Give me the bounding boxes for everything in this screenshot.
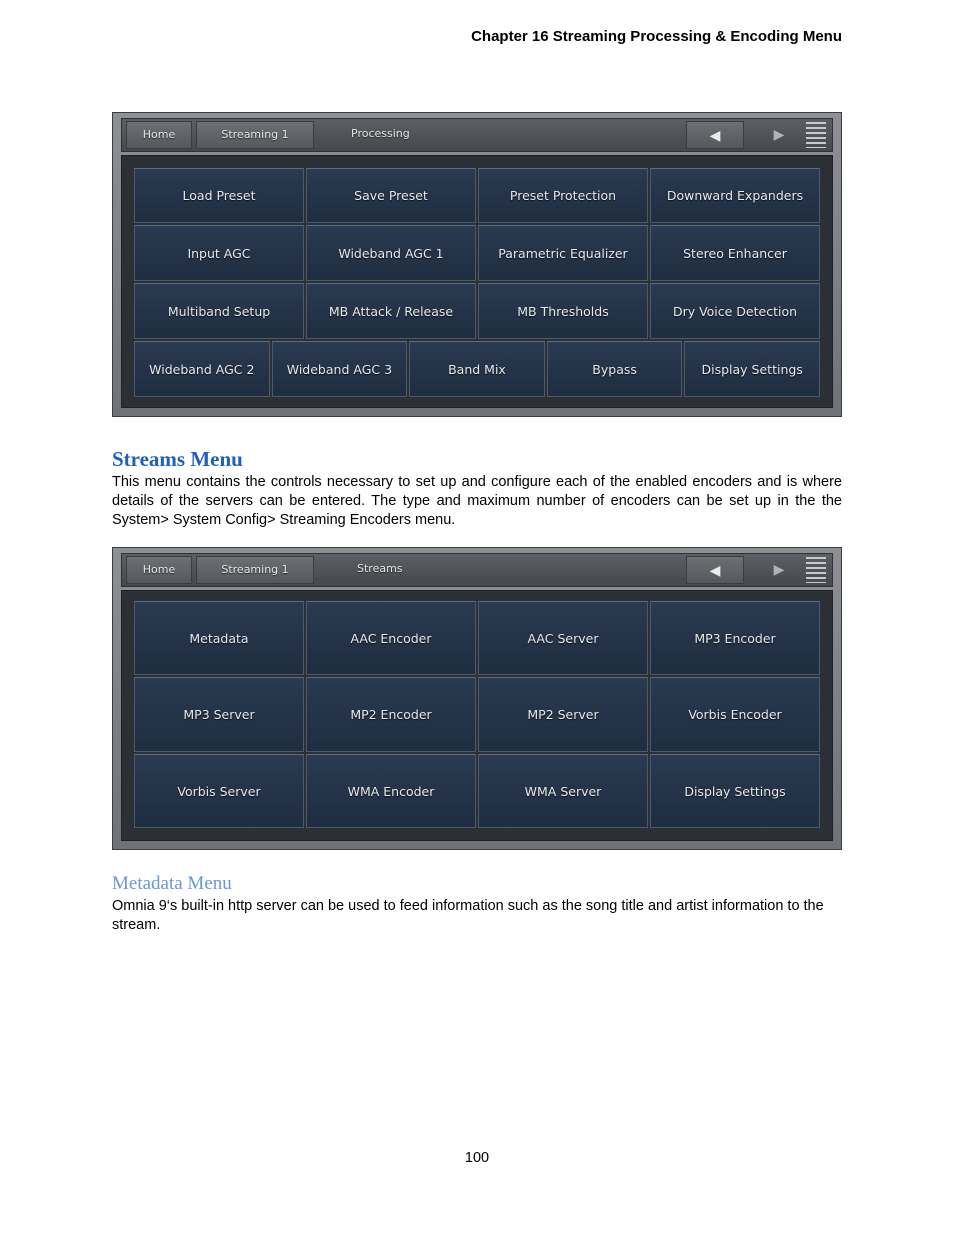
mp3-server-button[interactable]: MP3 Server bbox=[134, 677, 304, 752]
mp2-encoder-button[interactable]: MP2 Encoder bbox=[306, 677, 476, 752]
display-settings-button[interactable]: Display Settings bbox=[684, 341, 820, 397]
home-button[interactable]: Home bbox=[126, 121, 192, 149]
hamburger-menu-icon[interactable] bbox=[806, 557, 826, 583]
parametric-equalizer-button[interactable]: Parametric Equalizer bbox=[478, 225, 648, 281]
mb-attack-release-button[interactable]: MB Attack / Release bbox=[306, 283, 476, 339]
wma-encoder-button[interactable]: WMA Encoder bbox=[306, 754, 476, 828]
chapter-header: Chapter 16 Streaming Processing & Encoding Menu bbox=[471, 28, 842, 45]
vorbis-server-button[interactable]: Vorbis Server bbox=[134, 754, 304, 828]
mp2-server-button[interactable]: MP2 Server bbox=[478, 677, 648, 752]
vorbis-encoder-button[interactable]: Vorbis Encoder bbox=[650, 677, 820, 752]
right-arrow-icon: ▶ bbox=[773, 561, 785, 577]
downward-expanders-button[interactable]: Downward Expanders bbox=[650, 168, 820, 223]
wma-server-button[interactable]: WMA Server bbox=[478, 754, 648, 828]
top-navigation-bar bbox=[121, 118, 833, 152]
button-row bbox=[134, 283, 820, 339]
left-arrow-icon: ◀ bbox=[709, 127, 721, 143]
page-number: 100 bbox=[464, 1150, 490, 1166]
button-row bbox=[134, 168, 820, 223]
dry-voice-detection-button[interactable]: Dry Voice Detection bbox=[650, 283, 820, 339]
save-preset-button[interactable]: Save Preset bbox=[306, 168, 476, 223]
stereo-enhancer-button[interactable]: Stereo Enhancer bbox=[650, 225, 820, 281]
back-button[interactable] bbox=[686, 556, 744, 584]
mp3-encoder-button[interactable]: MP3 Encoder bbox=[650, 601, 820, 675]
metadata-menu-heading: Metadata Menu bbox=[112, 873, 232, 894]
button-row bbox=[134, 754, 820, 828]
preset-protection-button[interactable]: Preset Protection bbox=[478, 168, 648, 223]
top-navigation-bar bbox=[121, 553, 833, 587]
button-row bbox=[134, 225, 820, 281]
button-row bbox=[134, 677, 820, 752]
left-arrow-icon: ◀ bbox=[709, 562, 721, 578]
button-row bbox=[134, 341, 820, 397]
band-mix-button[interactable]: Band Mix bbox=[409, 341, 545, 397]
wideband-agc-1-button[interactable]: Wideband AGC 1 bbox=[306, 225, 476, 281]
load-preset-button[interactable]: Load Preset bbox=[134, 168, 304, 223]
wideband-agc-2-button[interactable]: Wideband AGC 2 bbox=[134, 341, 270, 397]
aac-server-button[interactable]: AAC Server bbox=[478, 601, 648, 675]
forward-button[interactable] bbox=[750, 121, 808, 149]
current-page-label: Streams bbox=[357, 562, 403, 575]
streaming-1-button[interactable]: Streaming 1 bbox=[196, 556, 314, 584]
aac-encoder-button[interactable]: AAC Encoder bbox=[306, 601, 476, 675]
processing-button-grid bbox=[121, 155, 833, 408]
multiband-setup-button[interactable]: Multiband Setup bbox=[134, 283, 304, 339]
display-settings-button[interactable]: Display Settings bbox=[650, 754, 820, 828]
input-agc-button[interactable]: Input AGC bbox=[134, 225, 304, 281]
hamburger-menu-icon[interactable] bbox=[806, 122, 826, 148]
home-button[interactable]: Home bbox=[126, 556, 192, 584]
metadata-button[interactable]: Metadata bbox=[134, 601, 304, 675]
right-arrow-icon: ▶ bbox=[773, 126, 785, 142]
back-button[interactable] bbox=[686, 121, 744, 149]
streaming-1-button[interactable]: Streaming 1 bbox=[196, 121, 314, 149]
metadata-menu-description: Omnia 9‘s built-in http server can be used to feed information such as the song title and artist information to the stream. bbox=[112, 898, 824, 933]
streams-menu-description: This menu contains the controls necessary to set up and configure each of the enabled encoders and is where details of the servers can be entered. The type and maximum number of encoders can be set up in the the System> System Config> Streaming Encoders menu. bbox=[112, 474, 842, 528]
streams-button-grid bbox=[121, 590, 833, 841]
processing-menu-screenshot bbox=[112, 112, 842, 417]
current-page-label: Processing bbox=[351, 127, 410, 140]
bypass-button[interactable]: Bypass bbox=[547, 341, 683, 397]
button-row bbox=[134, 601, 820, 675]
streams-menu-screenshot bbox=[112, 547, 842, 850]
mb-thresholds-button[interactable]: MB Thresholds bbox=[478, 283, 648, 339]
wideband-agc-3-button[interactable]: Wideband AGC 3 bbox=[272, 341, 408, 397]
forward-button[interactable] bbox=[750, 556, 808, 584]
streams-menu-heading: Streams Menu bbox=[112, 447, 243, 471]
